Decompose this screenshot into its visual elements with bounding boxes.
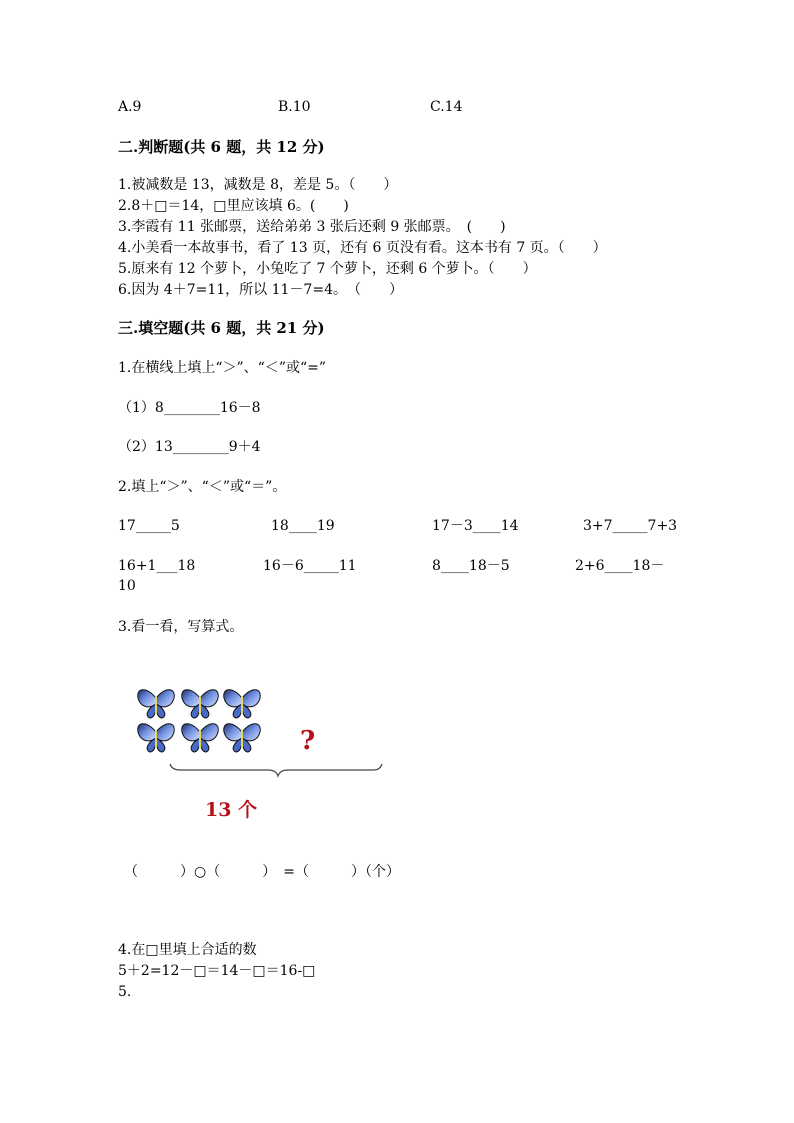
q2-r2-c4: 2+6____18－ [575,558,665,574]
judge-item-5: 5.原来有 12 个萝卜，小兔吃了 7 个萝卜，还剩 6 个萝卜。（ ） [118,261,537,277]
q2-title: 2.填上“＞”、“＜”或“＝”。 [118,479,287,495]
q1-title: 1.在横线上填上“＞”、“＜”或“=” [118,360,327,376]
butterfly-figure [130,680,390,830]
judge-item-4: 4.小美看一本故事书，看了 13 页，还有 6 页没有看。这本书有 7 页。（ ） [118,240,607,256]
butterfly-illustration [130,680,390,830]
question-mark: ? [300,726,316,756]
butterfly-icon [224,724,261,752]
q2-r2-c3: 8____18－5 [432,558,510,574]
q2-r1-c4: 3+7_____7+3 [583,518,678,534]
judge-item-3: 3.李霞有 11 张邮票，送给弟弟 3 张后还剩 9 张邮票。 ( ) [118,219,506,235]
q2-r1-c1: 17_____5 [118,518,180,534]
total-label: 13 个 [205,799,258,821]
section2-title: 二.判断题(共 6 题，共 12 分) [118,138,325,156]
butterfly-icon [138,724,175,752]
q3-formula: （ ）○（ ） =（ ）（个） [124,864,400,880]
q2-r2-wrap: 10 [118,578,136,594]
q3-title: 3.看一看，写算式。 [118,619,244,635]
judge-item-1: 1.被减数是 13，减数是 8，差是 5。（ ） [118,177,398,193]
q5-number: 5. [118,984,132,1000]
butterfly-icon [224,690,261,718]
q1-line-1: （1）8________16－8 [118,400,261,416]
q1-line-2: （2）13________9＋4 [118,439,261,455]
judge-item-6: 6.因为 4＋7=11，所以 11－7=4。 （ ） [118,282,403,298]
q2-r2-c1: 16+1___18 [118,558,196,574]
section3-title: 三.填空题(共 6 题，共 21 分) [118,319,325,337]
butterfly-icon [182,690,219,718]
q2-r2-c2: 16－6_____11 [263,558,357,574]
q4-equation: 5＋2=12－□＝14－□＝16-□ [118,963,316,979]
choice-c: C.14 [430,99,463,115]
choice-a: A.9 [118,99,142,115]
butterfly-icon [182,724,219,752]
brace [170,764,382,776]
butterfly-icon [138,690,175,718]
choice-b: B.10 [278,99,311,115]
judge-item-2: 2.8＋□＝14，□里应该填 6。( ) [118,198,349,214]
q2-r1-c3: 17－3____14 [432,518,519,534]
q4-title: 4.在□里填上合适的数 [118,942,257,958]
q2-r1-c2: 18____19 [271,518,335,534]
